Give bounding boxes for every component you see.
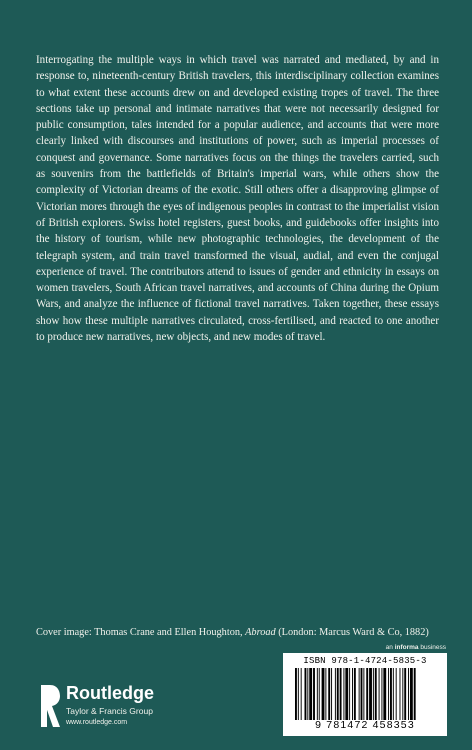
back-cover-blurb: Interrogating the multiple ways in which travel was narrated and mediated, by and in response to, nineteenth-century British travelers, this interdisciplinary collection examines to what extent these accounts drew on and developed existing tropes of travel. The three sections take up personal and intimate narratives that were not necessarily designed for public consumption, tales intended for a popular audience, and accounts that were more clearly linked with discourses and institutions of power, such as imperial processes of conquest and governance. Some narratives focus on the things the travelers carried, such as souvenirs from the battlefields of Britain's imperial wars, while others show the complexity of Victorian dreams of the exotic. Still others offer a disapproving glimpse of Victorian mores through the eyes of indigenous peoples in contrast to the imperialist vision of British explorers. Swiss hotel registers, guest books, and guidebooks offer insights into the history of tourism, while new photographic technologies, the development of the telegraph system, and train travel transformed the visual, audial, and even the conjugal experience of travel. The contributors attend to issues of gender and ethnicity in essays on women travelers, South African travel narratives, and accounts of China during the Opium Wars, and analyze the influence of fictional travel narratives. Taken together, these essays show how these multiple narratives circulated, cross-fertilised, and reacted to one another to produce new narratives, new objects, and new modes of travel. [36, 54, 439, 344]
credit-prefix: Cover image: Thomas Crane and Ellen Houghton, [36, 627, 246, 638]
isbn-label: ISBN 978-1-4724-5835-3 [303, 656, 427, 666]
informa-prefix: an [385, 644, 395, 651]
credit-suffix: (London: Marcus Ward & Co, 1882) [275, 627, 429, 638]
publisher-url: www.routledge.com [66, 719, 128, 726]
isbn-barcode [283, 653, 447, 736]
publisher-group: Taylor & Francis Group [66, 706, 153, 716]
credit-title: Abroad [245, 627, 276, 638]
barcode-bars [295, 668, 441, 720]
informa-brand: informa [394, 644, 419, 651]
barcode-number: 9 781472 458353 [315, 719, 415, 731]
routledge-r-icon [38, 683, 62, 729]
informa-business-tag [386, 644, 446, 651]
routledge-logo [38, 683, 238, 733]
informa-suffix: business [418, 644, 446, 651]
cover-image-credit [36, 626, 446, 639]
publisher-name: Routledge [66, 683, 154, 703]
